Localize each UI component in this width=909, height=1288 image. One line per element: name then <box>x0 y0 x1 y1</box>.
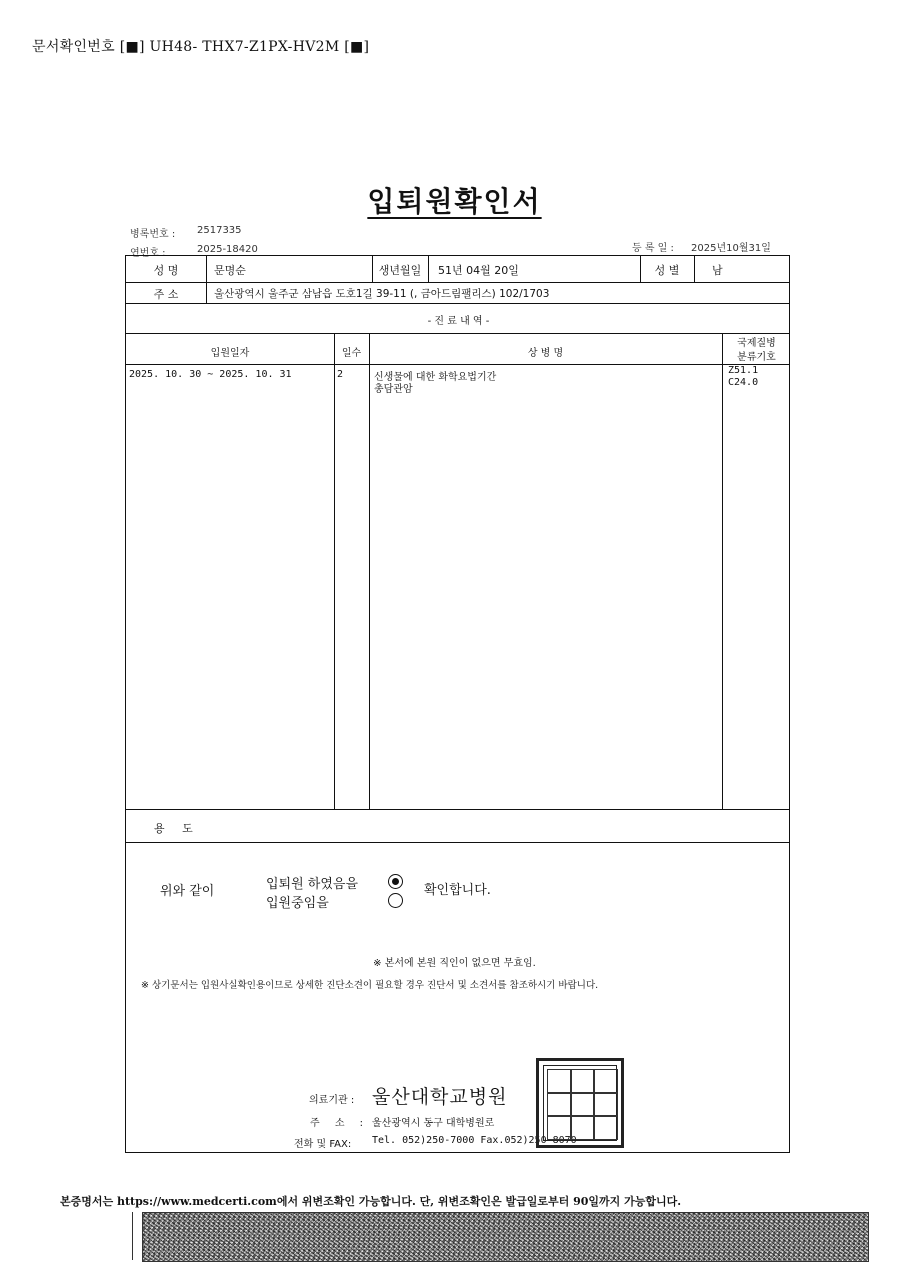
col-days: 일수 <box>341 348 362 359</box>
disease-name-2: 총담관암 <box>374 384 413 395</box>
page-title: 입퇴원확인서 <box>367 185 542 218</box>
chart-number-label: 병록번호 : <box>130 229 176 240</box>
disease-code-2: C24.0 <box>728 377 759 388</box>
option-discharged-label: 입퇴원 하였음을 <box>266 877 359 892</box>
hospital-name: 울산대학교병원 <box>372 1086 508 1108</box>
purpose-label: 용 도 <box>154 822 193 835</box>
verification-note: 본증명서는 https://www.medcerti.com에서 위변조확인 가능합니다. 단, 위변조확인은 발급일로부터 90일까지 가능합니다. <box>60 1195 682 1208</box>
name-label: 성 명 <box>153 264 179 277</box>
institution-address-label: 주 소 : <box>310 1118 364 1129</box>
institution-contact: Tel. 052)250-7000 Fax.052)250-8070 <box>372 1135 577 1146</box>
col-admission-period: 입원일자 <box>210 348 250 359</box>
sex-label: 성 별 <box>654 264 680 277</box>
serial-number: 2025-18420 <box>197 244 258 255</box>
days-count: 2 <box>337 369 344 380</box>
col-code-line2: 분류기호 <box>737 352 776 363</box>
section-title: - 진 료 내 역 - <box>427 316 490 327</box>
document-number: 문서확인번호 [■] UH48- THX7-Z1PX-HV2M [■] <box>32 39 370 55</box>
institution-label: 의료기관 : <box>309 1095 355 1106</box>
confirm-prefix: 위와 같이 <box>160 884 215 899</box>
note-usage: ※ 상기문서는 입원사실확인용이므로 상세한 진단소견이 필요할 경우 진단서 및 소견서를 참조하시기 바랍니다. <box>141 980 599 991</box>
disease-code-1: Z51.1 <box>728 365 759 376</box>
registration-date-label: 등 록 일 : <box>632 243 674 254</box>
admission-period: 2025. 10. 30 ~ 2025. 10. 31 <box>129 369 292 380</box>
sex-value: 남 <box>712 264 723 277</box>
option-admitted-label: 입원중임을 <box>266 896 329 911</box>
barcode-divider <box>132 1212 133 1260</box>
patient-address: 울산광역시 울주군 삼남읍 도호1길 39-11 (, 금아드림팰리스) 102/1703 <box>214 288 550 300</box>
institution-address: 울산광역시 동구 대학병원로 <box>372 1118 495 1129</box>
disease-name-1: 신생물에 대한 화학요법기간 <box>374 372 497 383</box>
birth-date: 51년 04월 20일 <box>438 264 519 277</box>
official-seal <box>536 1058 624 1148</box>
patient-name: 문명순 <box>214 264 246 277</box>
option-discharged-radio[interactable] <box>388 874 403 889</box>
serial-number-label: 연번호 : <box>130 248 166 259</box>
chart-number: 2517335 <box>197 225 242 236</box>
registration-date: 2025년10월31일 <box>691 243 771 254</box>
note-seal-required: ※ 본서에 본원 직인이 없으면 무효임. <box>373 958 536 969</box>
birth-label: 생년월일 <box>378 264 422 277</box>
address-label: 주 소 <box>153 288 179 301</box>
col-disease: 상 병 명 <box>527 348 564 359</box>
security-barcode <box>142 1212 869 1262</box>
col-code-line1: 국제질병 <box>737 338 776 349</box>
confirmation-form <box>125 255 790 1153</box>
option-admitted-radio[interactable] <box>388 893 403 908</box>
confirm-suffix: 확인합니다. <box>424 883 491 898</box>
institution-contact-label: 전화 및 FAX: <box>294 1139 352 1150</box>
